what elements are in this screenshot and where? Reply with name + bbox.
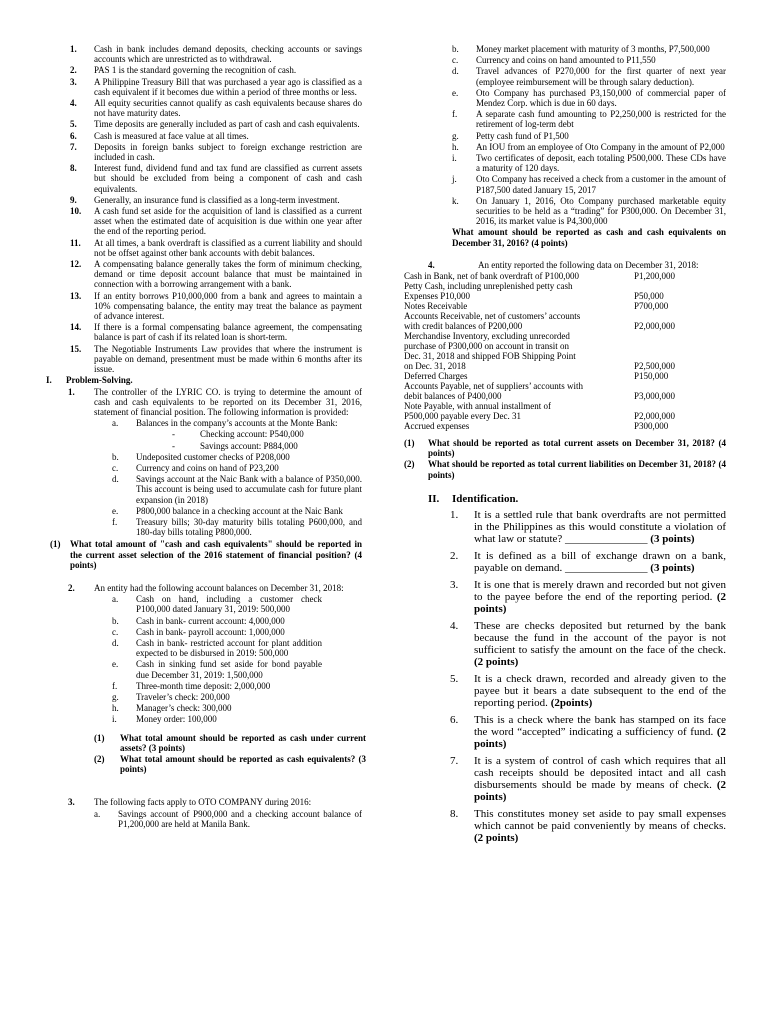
list-item <box>50 163 362 194</box>
item-number: 5. <box>70 119 77 130</box>
item-points: (3 points) <box>650 532 695 545</box>
row-value: P2,000,000 <box>634 411 676 422</box>
item-text: Undeposited customer checks of P208,000 <box>136 451 290 462</box>
item-key: c. <box>112 626 119 637</box>
list-item <box>50 142 362 162</box>
problem-1 <box>50 387 362 570</box>
item-text <box>474 579 726 615</box>
item-text <box>474 620 726 668</box>
section-number: II. <box>428 492 440 505</box>
item-question: This is a check where the bank has stamped on its face the word “accepted” indicating a sufficiency of fund. <box>474 713 726 738</box>
item-text: A compensating balance generally takes the form of minimum checking, demand or time deposit account balance that must be maintained in connection with a borrowing arrangement with a bank. <box>94 259 362 290</box>
problem-intro: The following facts apply to OTO COMPANY during 2016: <box>94 797 312 808</box>
item-text: On January 1, 2016, Oto Company purchased marketable equity securities to be held as a “trading” for P300,000. On December 31, 2016, its market value is P4,300,000 <box>476 195 726 227</box>
list-item <box>426 620 726 668</box>
item-key: f. <box>452 109 458 120</box>
row-value: P50,000 <box>634 291 664 302</box>
problem-number: 1. <box>68 386 75 397</box>
left-column <box>46 44 366 830</box>
item-text: All equity securities cannot qualify as cash equivalents because shares do not have maturity dates. <box>94 98 362 119</box>
list-item <box>426 808 726 844</box>
item-key: f. <box>112 516 118 527</box>
row-label: on Dec. 31, 2018 <box>404 361 466 372</box>
question <box>50 539 362 570</box>
section-title: Problem-Solving. <box>66 375 133 386</box>
data-table <box>404 271 704 431</box>
table-row <box>404 381 704 391</box>
item-text: Cash in bank- payroll account: 1,000,000 <box>136 626 285 637</box>
table-row <box>404 291 704 301</box>
list-item <box>50 131 362 141</box>
list-item <box>112 616 322 626</box>
item-question: It is defined as a bill of exchange drawn on a bank, payable on demand. _______________ <box>474 549 726 574</box>
item-points: (2 points) <box>474 831 519 844</box>
item-key: b. <box>452 44 459 54</box>
item-number: 14. <box>70 322 82 333</box>
problem-number: 4. <box>428 259 435 270</box>
list-item <box>452 174 726 194</box>
item-text: Interest fund, dividend fund and tax fund are classified as current assets but should be excluded from being a component of cash and cash equivalents. <box>94 163 362 194</box>
item-points: (2points) <box>550 696 593 709</box>
item-text: Oto Company has received a check from a customer in the amount of P187,500 dated January 15, 2017 <box>476 174 726 195</box>
item-text: Two certificates of deposit, each totaling P500,000. These CDs have a maturity of 120 days. <box>476 153 726 174</box>
problem-4 <box>404 260 726 480</box>
row-value <box>634 311 704 321</box>
row-label: Note Payable, with annual installment of <box>404 401 551 412</box>
item-points: (3 points) <box>650 561 695 574</box>
row-value: P700,000 <box>634 301 669 312</box>
item-text <box>474 673 726 709</box>
list-item <box>50 259 362 290</box>
list-item <box>112 452 362 462</box>
list-item <box>426 509 726 545</box>
row-label: Dec. 31, 2018 and shipped FOB Shipping Point <box>404 351 576 362</box>
item-question: This constitutes money set aside to pay small expenses which cannot be paid conveniently by means of checks. <box>474 807 726 832</box>
list-item <box>112 703 322 713</box>
row-value <box>634 381 704 391</box>
row-label: Expenses P10,000 <box>404 291 470 302</box>
item-number: 5. <box>450 672 459 685</box>
section-number: I. <box>46 375 52 386</box>
item-number: 8. <box>70 163 77 174</box>
question-text: What should be reported as total current liabilities on December 31, 2018? (4 points) <box>428 459 726 480</box>
item-number: 11. <box>70 237 81 248</box>
item-number: 10. <box>70 206 82 217</box>
list-item <box>426 755 726 803</box>
item-text: Cash is measured at face value at all times. <box>94 130 249 141</box>
item-number: 2. <box>450 549 459 562</box>
row-value <box>634 281 704 291</box>
item-text: Savings account at the Naic Bank with a balance of P350,000. This account is being used to accumulate cash for future plant expansion (in 2018) <box>136 474 362 505</box>
question-text: What should be reported as total current assets on December 31, 2018? (4 points) <box>428 438 726 459</box>
item-key: e. <box>112 659 119 670</box>
item-points: (2 points) <box>474 778 726 803</box>
item-number: 4. <box>70 98 77 109</box>
item-key: d. <box>112 474 119 485</box>
item-key: a. <box>94 808 101 819</box>
item-key: e. <box>112 505 119 516</box>
item-key: a. <box>112 418 119 429</box>
table-row <box>404 351 704 361</box>
item-text <box>474 550 726 574</box>
row-value: P1,200,000 <box>634 271 676 282</box>
item-number: 4. <box>450 619 459 632</box>
item-text: At all times, a bank overdraft is classified as a current liability and should not be offset against other bank accounts with debit balances. <box>94 237 362 258</box>
item-question: It is a system of control of cash which requires that all cash receipts should be deposited intact and all cash disbursements should be made by means of check. <box>474 754 726 791</box>
item-text: Deposits in foreign banks subject to foreign exchange restriction are included in cash. <box>94 141 362 163</box>
item-text: If there is a formal compensating balance agreement, the compensating balance is part of cash if its related loan is short-term. <box>94 322 362 343</box>
item-text: Savings account: P884,000 <box>200 440 298 451</box>
item-number: 12. <box>70 259 82 270</box>
row-label: Notes Receivable <box>404 301 468 312</box>
list-item <box>112 594 322 614</box>
row-label: Accounts Receivable, net of customers’ accounts <box>404 311 581 322</box>
table-row <box>404 391 704 401</box>
item-text: Savings account of P900,000 and a checking account balance of P1,200,000 are held at Manila Bank. <box>118 808 362 829</box>
item-text: Currency and coins on hand of P23,200 <box>136 462 279 473</box>
item-text: An IOU from an employee of Oto Company in the amount of P2,000 <box>476 141 725 152</box>
item-key: h. <box>112 703 119 714</box>
item-text: A Philippine Treasury Bill that was purchased a year ago is classified as a cash equivalent if it becomes due within a period of three months or less. <box>94 76 362 97</box>
row-label: purchase of P300,000 on account in transit on <box>404 341 569 352</box>
list-item <box>452 109 726 129</box>
question <box>94 754 366 774</box>
list-item <box>452 131 726 141</box>
row-label: Cash in Bank, net of bank overdraft of P100,000 <box>404 271 579 282</box>
question-list <box>94 732 366 775</box>
item-number: 15. <box>70 343 82 354</box>
item-number: 1. <box>70 44 77 54</box>
question-text: What total amount of "cash and cash equivalents" should be reported in the current asset selection of the 2016 statement of financial position? (4 points) <box>70 539 362 570</box>
item-text: Currency and coins on hand amounted to P11,550 <box>476 55 656 66</box>
item-text: Cash in bank includes demand deposits, checking accounts or savings accounts which are unrestricted as to withdrawal. <box>94 44 362 65</box>
list-item <box>452 196 726 227</box>
problem-number: 2. <box>68 582 75 593</box>
list-item <box>426 550 726 574</box>
item-text: The Negotiable Instruments Law provides that where the instrument is payable on demand, presentment must be made within 6 months after its issue. <box>94 343 362 375</box>
question-list <box>404 438 726 480</box>
identification-section <box>404 493 726 844</box>
item-text: Balances in the company’s accounts at the Monte Bank: <box>136 418 338 429</box>
question-number: (2) <box>94 754 105 764</box>
list-item <box>50 206 362 237</box>
question-number: (1) <box>50 539 61 550</box>
item-list <box>50 452 362 538</box>
row-label: Accounts Payable, net of suppliers’ accounts with <box>404 381 584 392</box>
item-key: j. <box>452 174 457 185</box>
table-row <box>404 371 704 381</box>
item-key: k. <box>452 195 459 206</box>
item-text: Petty cash fund of P1,500 <box>476 130 569 141</box>
item-number: 3. <box>70 76 77 87</box>
question-number: (2) <box>404 459 415 470</box>
item-number: 9. <box>70 194 77 205</box>
item-key: i. <box>452 153 457 164</box>
list-item <box>50 98 362 118</box>
item-question: It is a check drawn, recorded and already given to the payee but it bears a date subsequent to the end of the reporting period. <box>474 672 726 709</box>
item-text <box>474 509 726 545</box>
item-text: Traveler’s check: 200,000 <box>136 691 230 702</box>
item-number: 6. <box>70 130 77 141</box>
list-item <box>426 579 726 615</box>
row-label: Accrued expenses <box>404 421 470 432</box>
row-value <box>634 331 704 341</box>
item-number: 7. <box>70 141 77 152</box>
item-text: Three-month time deposit: 2,000,000 <box>136 680 271 691</box>
row-label: debit balances of P400,000 <box>404 391 502 402</box>
list-item <box>452 55 726 65</box>
item-text: Treasury bills; 30-day maturity bills totaling P600,000, and 180-day bills totaling P800,000. <box>136 516 362 538</box>
row-label: Merchandise Inventory, excluding unrecorded <box>404 331 570 342</box>
row-value: P3,000,000 <box>634 391 676 402</box>
item-question: These are checks deposited but returned by the bank because the fund in the account of the payor is not sufficient to satisfy the amount on the face of the check. <box>474 619 726 656</box>
item-key: d. <box>112 637 119 648</box>
list-item <box>452 88 726 108</box>
question <box>404 459 726 479</box>
list-item <box>112 659 322 679</box>
table-row <box>404 401 704 411</box>
item-key: h. <box>452 141 459 152</box>
problem-2 <box>50 582 366 775</box>
item-text: Money order: 100,000 <box>136 714 217 725</box>
problem-intro: The controller of the LYRIC CO. is trying to determine the amount of cash and cash equivalents to be reported on its December 31, 2016, statement of financial position. The following information is provided: <box>94 386 362 417</box>
item-list <box>452 44 726 226</box>
item-number: 2. <box>70 65 77 76</box>
list-item <box>50 195 362 205</box>
table-row <box>404 361 704 371</box>
list-item <box>112 714 322 724</box>
identification-list <box>426 509 726 844</box>
item-text <box>474 714 726 750</box>
item-text: Oto Company has purchased P3,150,000 of commercial paper of Mendez Corp. which is due in 60 days. <box>476 87 726 109</box>
item-text: Cash on hand, including a customer check P100,000 dated January 31, 2019: 500,000 <box>136 594 322 615</box>
table-row <box>404 331 704 341</box>
question-number: (1) <box>94 732 105 743</box>
list-item <box>112 463 362 473</box>
item-text: If an entity borrows P10,000,000 from a bank and agrees to maintain a 10% compensating balance, the entity may treat the balance as payment of advance interest. <box>94 290 362 322</box>
section-problem-solving <box>46 375 362 386</box>
item-text <box>474 808 726 844</box>
item-text: Manager’s check: 300,000 <box>136 703 232 714</box>
list-item <box>452 44 726 54</box>
list-item <box>50 65 362 75</box>
list-item <box>426 714 726 750</box>
table-row <box>404 281 704 291</box>
item-key: - <box>172 429 175 440</box>
row-value <box>634 341 704 351</box>
question <box>404 438 726 458</box>
list-item <box>50 77 362 97</box>
item-key: - <box>172 440 175 451</box>
item-number: 1. <box>450 508 459 521</box>
item-text: Time deposits are generally included as part of cash and cash equivalents. <box>94 119 360 130</box>
item-number: 8. <box>450 807 459 820</box>
sub-item <box>172 429 362 439</box>
table-row <box>404 341 704 351</box>
list-item <box>426 673 726 709</box>
list-item <box>50 238 362 258</box>
question-text: What amount should be reported as cash and cash equivalents on December 31, 2016? (4 points) <box>452 227 726 248</box>
row-value <box>634 401 704 411</box>
item-text: Cash in bank- restricted account for plant addition expected to be disbursed in 2019: 500,000 <box>136 637 322 659</box>
row-value: P2,500,000 <box>634 361 676 372</box>
problem-intro: An entity had the following account balances on December 31, 2018: <box>94 582 344 593</box>
item-key: c. <box>112 462 119 473</box>
item-key: b. <box>112 615 119 626</box>
list-item <box>50 344 362 375</box>
row-value: P2,000,000 <box>634 321 676 332</box>
sub-item <box>172 441 362 451</box>
item-text: PAS 1 is the standard governing the recognition of cash. <box>94 65 297 76</box>
item-key: e. <box>452 87 459 98</box>
item-text: Cash in sinking fund set aside for bond payable due December 31, 2019: 1,500,000 <box>136 659 322 680</box>
question <box>94 733 366 753</box>
row-label: Petty Cash, including unreplenished petty cash <box>404 281 573 292</box>
question-number: (1) <box>404 438 415 449</box>
item-text: P800,000 balance in a checking account at the Naic Bank <box>136 505 343 516</box>
row-label: Deferred Charges <box>404 371 468 382</box>
right-column <box>404 44 726 849</box>
item-number: 3. <box>450 578 459 591</box>
list-item <box>112 627 322 637</box>
row-value <box>634 351 704 361</box>
list-item <box>50 119 362 129</box>
item-text <box>474 755 726 803</box>
true-false-list <box>50 44 362 374</box>
row-value: P300,000 <box>634 421 669 432</box>
item-key: g. <box>452 130 459 141</box>
item-points: (2 points) <box>474 655 519 668</box>
problem-intro: An entity reported the following data on December 31, 2018: <box>478 259 699 270</box>
item-text: Checking account: P540,000 <box>200 429 304 440</box>
item-question: It is one that is merely drawn and recorded but not given to the payee before the end of the reporting period. <box>474 578 726 603</box>
question-text: What total amount should be reported as cash under current assets? (3 points) <box>120 732 366 753</box>
question-text: What total amount should be reported as cash equivalents? (3 points) <box>120 754 366 775</box>
item-key: b. <box>112 451 119 462</box>
item-list <box>50 594 362 724</box>
list-item <box>112 506 362 516</box>
item-text: A separate cash fund amounting to P2,250,000 is restricted for the retirement of log-term debt <box>476 109 726 130</box>
item-points: (2 points) <box>474 590 726 615</box>
table-row <box>404 411 704 421</box>
item-text: A cash fund set aside for the acquisition of land is classified as a current asset when the estimated date of acquisition is due within one year after the end of the reporting period. <box>94 206 362 237</box>
table-row <box>404 421 704 431</box>
row-label: P500,000 payable every Dec. 31 <box>404 411 521 422</box>
table-row <box>404 301 704 311</box>
table-row <box>404 271 704 281</box>
item-key: a. <box>112 594 119 605</box>
problem-3 <box>50 797 362 829</box>
list-item <box>452 153 726 173</box>
item-points: (2 points) <box>474 725 726 750</box>
problem-number: 3. <box>68 797 75 808</box>
list-item <box>50 44 362 64</box>
item-key: d. <box>452 66 459 77</box>
item-key: f. <box>112 680 118 691</box>
row-label: with credit balances of P200,000 <box>404 321 523 332</box>
list-item <box>452 142 726 152</box>
list-item <box>112 517 362 537</box>
list-item <box>112 638 322 658</box>
table-row <box>404 311 704 321</box>
list-item <box>452 66 726 86</box>
item-number: 13. <box>70 290 82 301</box>
item-text: Travel advances of P270,000 for the first quarter of next year (employee reimbursement will be through salary deduction). <box>476 66 726 87</box>
item-text: Generally, an insurance fund is classified as a long-term investment. <box>94 194 340 205</box>
list-item <box>112 692 322 702</box>
item-question: It is a settled rule that bank overdrafts are not permitted in the Philippines as this would constitute a violation of what law or statute? _______________ <box>474 508 726 545</box>
sub-item-list <box>50 429 362 450</box>
list-item <box>112 474 362 505</box>
item-key: i. <box>112 714 117 725</box>
row-value: P150,000 <box>634 371 669 382</box>
list-item <box>50 291 362 322</box>
section-title: Identification. <box>452 492 519 505</box>
item-number: 7. <box>450 754 459 767</box>
item-key: c. <box>452 55 459 66</box>
list-item <box>50 322 362 342</box>
item-text: Money market placement with maturity of 3 months, P7,500,000 <box>476 44 710 54</box>
list-item <box>112 681 322 691</box>
item-key: g. <box>112 691 119 702</box>
table-row <box>404 321 704 331</box>
item-text: Cash in bank- current account: 4,000,000 <box>136 615 285 626</box>
item-number: 6. <box>450 713 459 726</box>
